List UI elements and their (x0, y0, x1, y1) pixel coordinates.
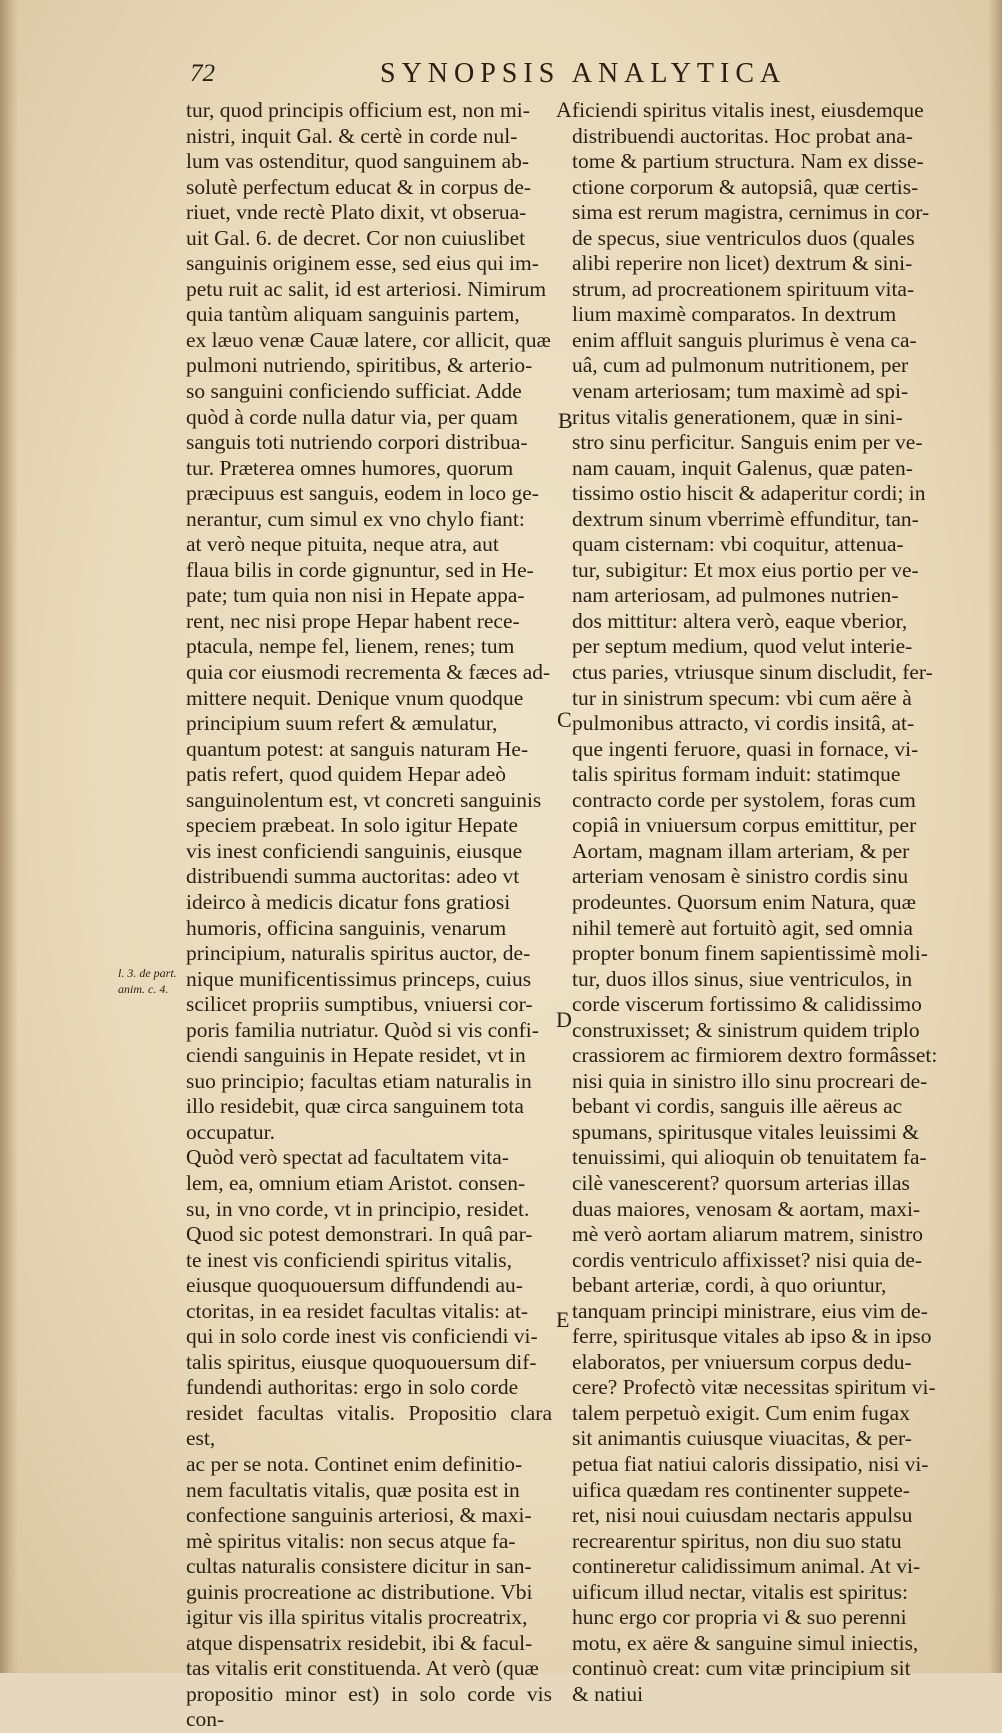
section-marker-a: A (556, 97, 572, 122)
section-marker-b: B (558, 408, 573, 433)
left-column-text: tur, quod principis officium est, non mi- nistri, inquit Gal. & certè in corde nul- lum vas ostenditur, quod sanguinem ab- solutè perfectum educat & in corpus de- riuet, vnde rectè Plato dixit, vt obserua- uit Gal. 6. de decret. Cor non cuiuslibet sanguinis originem esse, sed eius qui im- petu ruit ac salit, id est arteriosi. Nimirum quia tantùm aliquam sanguinis partem, ex læuo venæ Cauæ latere, cor allicit, quæ pulmoni nutriendo, spiritibus, & arterio- so sanguini conficiendo sufficiat. Adde quòd à corde nulla datur via, per quam sanguis toti nutriendo corpori distribua- tur. Præterea omnes humores, quorum præcipuus est sanguis, eodem in loco ge- nerantur, cum simul ex vno chylo fiant: at verò neque pituita, neque atra, aut flaua bilis in corde gignuntur, sed in He- pate; tum quia non nisi in Hepate appa- rent, nec nisi prope Hepar habent rece- ptacula, nempe fel, lienem, renes; tum quia cor eiusmodi recrementa & fæces ad- mittere nequit. Denique vnum quodque principium suum refert & æmulatur, quantum potest: at sanguis naturam He- patis refert, quod quidem Hepar adeò sanguinolentum est, vt concreti sanguinis speciem præbeat. In solo igitur Hepate vis inest conficiendi sanguinis, eiusque distribuendi summa auctoritas: adeo vt ideirco à medicis dicatur fons gratiosi humoris, officina sanguinis, venarum principium, naturalis spiritus auctor, de- nique munificentissimus princeps, cuius scilicet propriis sumptibus, vniuersi cor- poris familia nutriatur. Quòd si vis confi- ciendi sanguinis in Hepate residet, vt in suo principio; facultas etiam naturalis in illo residebit, quæ circa sanguinem tota occupatur. Quòd verò spectat ad facultatem vita- lem, ea, omnium etiam Aristot. consen- su, in vno corde, vt in principio, residet. Quod sic potest demonstrari. In quâ par- te inest vis conficiendi spiritus vitalis, eiusque quoquouersum diffundendi au- ctoritas, in ea residet facultas vitalis: at- qui in solo corde inest vis conficiendi vi- talis spiritus, eiusque quoquouersum dif- fundendi authoritas: ergo in solo corde residet facultas vitalis. Propositio clara est, ac per se nota. Continet enim definitio- nem facultatis vitalis, quæ posita est in confectione sanguinis arteriosi, & maxi- mè spiritus vitalis: non secus atque fa- cultas naturalis consistere dicitur in san- guinis procreatione ac distributione. Vbi igitur vis illa spiritus vitalis procreatrix, atque dispensatrix residebit, ibi & facul- tas vitalis erit constituenda. At verò (quæ propositio minor est) in solo corde vis con- (186, 98, 552, 1732)
page-edge-shadow (0, 0, 18, 1673)
section-marker-d: D (556, 1007, 572, 1032)
page-edge-shadow (988, 0, 1002, 1673)
running-title: SYNOPSIS ANALYTICA (380, 58, 787, 89)
right-column-text: ficiendi spiritus vitalis inest, eiusdemque distribuendi auctoritas. Hoc probat ana- tome & partium structura. Nam ex disse- ctione corporum & autopsiâ, quæ certis- sima est rerum magistra, cernimus in cor- de specus, siue ventriculos duos (quales alibi reperire non licet) dextrum & sini- strum, ad procreationem spirituum vita- lium maximè comparatos. In dextrum enim affluit sanguis plurimus è vena ca- uâ, cum ad pulmonum nutritionem, per venam arteriosam; tum maximè ad spi- ritus vitalis generationem, quæ in sini- stro sinu perficitur. Sanguis enim per ve- nam cauam, inquit Galenus, quæ paten- tissimo ostio hiscit & adaperitur cordi; in dextrum sinum vberrimè effunditur, tan- quam cisternam: vbi coquitur, attenua- tur, subigitur: Et mox eius portio per ve- nam arteriosam, ad pulmones nutrien- dos mittitur: altera verò, eaque vberior, per septum medium, quod velut interie- ctus paries, vtriusque sinum discludit, fer- tur in sinistrum specum: vbi cum aëre à pulmonibus attracto, vi cordis insitâ, at- que ingenti feruore, quasi in fornace, vi- talis spiritus formam induit: statimque contracto corde per systolem, foras cum copiâ in vniuersum corpus emittitur, per Aortam, magnam illam arteriam, & per arteriam venosam è sinistro cordis sinu prodeuntes. Quorsum enim Natura, quæ nihil temerè aut fortuitò agit, sed omnia propter bonum finem sapientissimè moli- tur, duos illos sinus, siue ventriculos, in corde viscerum fortissimo & calidissimo construxisset; & sinistrum quidem triplo crassiorem ac firmiorem dextro formâsset: nisi quia in sinistro illo sinu procreari de- bebant vi cordis, sanguis ille aëreus ac spumans, spiritusque vitales leuissimi & tenuissimi, qui alioquin ob tenuitatem fa- cilè vanescerent? quorsum arterias illas duas maiores, venosam & aortam, maxi- mè verò aortam aliarum matrem, sinistro cordis ventriculo affixisset? nisi quia de- bebant arteriæ, cordi, à quo oriuntur, tanquam principi ministrare, eius vim de- ferre, spiritusque vitales ab ipso & in ipso elaboratos, per vniuersum corpus dedu- cere? Profectò vitæ necessitas spiritum vi- talem perpetuò exigit. Cum enim fugax sit animantis cuiusque viuacitas, & per- petua fiat natiui caloris dissipatio, nisi vi- uifica quædam res continenter suppete- ret, nisi noui cuiusdam nectaris appulsu recrearentur spiritus, non diu suo statu contineretur calidissimum animal. At vi- uificum illud nectar, vitalis est spiritus: hunc ergo cor propria vi & suo perenni motu, ex aëre & sanguine simul iniectis, continuò creat: cum vitæ principium sit & natiui (572, 98, 938, 1706)
page-number: 72 (190, 60, 215, 87)
section-marker-c: C (557, 707, 572, 732)
margin-note: l. 3. de part. anim. c. 4. (118, 966, 177, 996)
section-marker-e: E (556, 1307, 570, 1332)
